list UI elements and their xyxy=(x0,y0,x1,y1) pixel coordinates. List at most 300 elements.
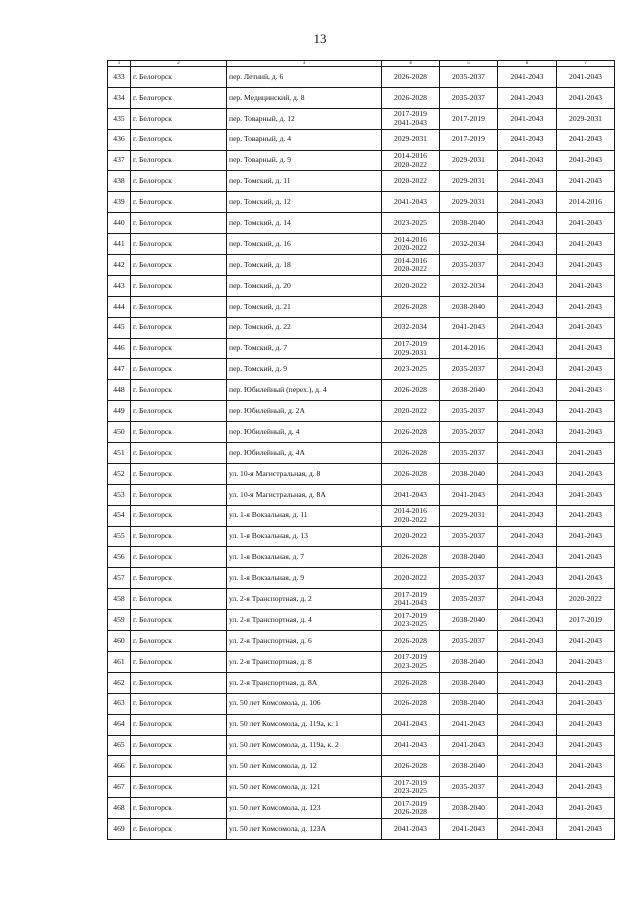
address-cell: пер. Товарный, д. 9 xyxy=(227,150,382,171)
period-col7-cell: 2041-2043 xyxy=(557,275,615,296)
period-line: 2020-2022 xyxy=(394,514,427,524)
row-number-cell: 446 xyxy=(108,338,131,359)
address-cell: ул. 2-я Транспортная, д. 6 xyxy=(227,631,382,652)
period-col4-cell: 2029-2031 xyxy=(382,129,440,150)
row-number-cell: 451 xyxy=(108,443,131,464)
period-col7-cell: 2041-2043 xyxy=(557,798,615,819)
period-col7-cell: 2041-2043 xyxy=(557,317,615,338)
city-cell: г. Белогорск xyxy=(131,777,227,798)
period-col7-cell: 2041-2043 xyxy=(557,171,615,192)
period-line: 2014-2016 xyxy=(394,234,427,244)
city-cell: г. Белогорск xyxy=(131,735,227,756)
period-line: 2020-2022 xyxy=(394,159,427,169)
period-col4-cell: 2026-2028 xyxy=(382,67,440,88)
table-row xyxy=(108,631,615,652)
period-col7-cell: 2041-2043 xyxy=(557,547,615,568)
period-col6-cell: 2041-2043 xyxy=(498,275,557,296)
city-cell: г. Белогорск xyxy=(131,651,227,672)
row-number-cell: 456 xyxy=(108,547,131,568)
period-col7-cell: 2041-2043 xyxy=(557,463,615,484)
period-col7-cell: 2041-2043 xyxy=(557,484,615,505)
period-col7-cell: 2041-2043 xyxy=(557,296,615,317)
city-cell: г. Белогорск xyxy=(131,296,227,317)
table-row xyxy=(108,422,615,443)
city-cell: г. Белогорск xyxy=(131,589,227,610)
table-row xyxy=(108,714,615,735)
period-col4-cell: 2041-2043 xyxy=(382,714,440,735)
address-cell: пер. Томский, д. 12 xyxy=(227,192,382,213)
period-col7-cell: 2041-2043 xyxy=(557,735,615,756)
row-number-cell: 441 xyxy=(108,234,131,255)
address-cell: пер. Томский, д. 7 xyxy=(227,338,382,359)
column-number: 2 xyxy=(131,61,227,67)
address-cell: пер. Томский, д. 21 xyxy=(227,296,382,317)
period-col6-cell: 2041-2043 xyxy=(498,463,557,484)
table-row xyxy=(108,171,615,192)
page-number: 13 xyxy=(313,31,327,46)
row-number-cell: 452 xyxy=(108,463,131,484)
address-cell: ул. 50 лет Комсомола, д. 106 xyxy=(227,693,382,714)
row-number-cell: 442 xyxy=(108,255,131,276)
period-col5-cell: 2017-2019 xyxy=(440,108,498,129)
period-line: 2014-2016 xyxy=(394,151,427,161)
period-col7-cell: 2014-2016 xyxy=(557,192,615,213)
table-row xyxy=(108,610,615,631)
period-line: 2041-2043 xyxy=(394,598,427,608)
city-cell: г. Белогорск xyxy=(131,443,227,464)
period-col5-cell: 2038-2040 xyxy=(440,672,498,693)
table-row xyxy=(108,359,615,380)
period-col4-cell xyxy=(382,798,440,819)
table-row xyxy=(108,693,615,714)
period-col5-cell: 2035-2037 xyxy=(440,526,498,547)
period-line: 2023-2025 xyxy=(394,786,427,796)
period-col4-cell: 2023-2025 xyxy=(382,359,440,380)
period-col4-cell xyxy=(382,589,440,610)
row-number-cell: 457 xyxy=(108,568,131,589)
period-col6-cell: 2041-2043 xyxy=(498,87,557,108)
period-col5-cell: 2041-2043 xyxy=(440,735,498,756)
address-cell: ул. 2-я Транспортная, д. 4 xyxy=(227,610,382,631)
address-cell: пер. Юбилейный, д. 4 xyxy=(227,422,382,443)
period-col6-cell: 2041-2043 xyxy=(498,672,557,693)
address-cell: пер. Томский, д. 9 xyxy=(227,359,382,380)
period-col4-cell: 2020-2022 xyxy=(382,275,440,296)
period-col6-cell: 2041-2043 xyxy=(498,317,557,338)
row-number-cell: 440 xyxy=(108,213,131,234)
row-number-cell: 445 xyxy=(108,317,131,338)
row-number-cell: 455 xyxy=(108,526,131,547)
period-col5-cell: 2035-2037 xyxy=(440,422,498,443)
table-row xyxy=(108,87,615,108)
city-cell: г. Белогорск xyxy=(131,67,227,88)
row-number-cell: 462 xyxy=(108,672,131,693)
period-col5-cell: 2041-2043 xyxy=(440,714,498,735)
period-col5-cell: 2032-2034 xyxy=(440,234,498,255)
table-row xyxy=(108,108,615,129)
city-cell: г. Белогорск xyxy=(131,693,227,714)
address-cell: ул. 1-я Вокзальная, д. 13 xyxy=(227,526,382,547)
address-cell: ул. 50 лет Комсомола, д. 123 xyxy=(227,798,382,819)
period-line: 2017-2019 xyxy=(394,339,427,349)
table-row xyxy=(108,275,615,296)
period-col7-cell: 2041-2043 xyxy=(557,150,615,171)
period-col4-cell: 2041-2043 xyxy=(382,735,440,756)
city-cell: г. Белогорск xyxy=(131,422,227,443)
city-cell: г. Белогорск xyxy=(131,505,227,526)
period-col7-cell: 2041-2043 xyxy=(557,526,615,547)
table-row xyxy=(108,234,615,255)
table-row xyxy=(108,526,615,547)
period-col4-cell: 2026-2028 xyxy=(382,672,440,693)
table-row xyxy=(108,380,615,401)
table-row xyxy=(108,338,615,359)
table-row xyxy=(108,484,615,505)
period-col6-cell: 2041-2043 xyxy=(498,401,557,422)
period-col7-cell: 2041-2043 xyxy=(557,87,615,108)
row-number-cell: 461 xyxy=(108,651,131,672)
period-col6-cell: 2041-2043 xyxy=(498,192,557,213)
period-col4-cell xyxy=(382,610,440,631)
table-row xyxy=(108,317,615,338)
city-cell: г. Белогорск xyxy=(131,213,227,234)
period-col6-cell: 2041-2043 xyxy=(498,422,557,443)
period-col4-cell: 2026-2028 xyxy=(382,693,440,714)
period-col7-cell: 2041-2043 xyxy=(557,443,615,464)
period-col6-cell: 2041-2043 xyxy=(498,484,557,505)
period-col5-cell: 2029-2031 xyxy=(440,150,498,171)
column-number: 5 xyxy=(440,61,498,67)
period-col5-cell: 2041-2043 xyxy=(440,484,498,505)
address-cell: ул. 1-я Вокзальная, д. 7 xyxy=(227,547,382,568)
period-col5-cell: 2035-2037 xyxy=(440,777,498,798)
table-row xyxy=(108,67,615,88)
period-col6-cell: 2041-2043 xyxy=(498,714,557,735)
row-number-cell: 454 xyxy=(108,505,131,526)
period-col4-cell xyxy=(382,338,440,359)
table-row xyxy=(108,589,615,610)
table-row xyxy=(108,401,615,422)
period-col6-cell: 2041-2043 xyxy=(498,171,557,192)
row-number-cell: 458 xyxy=(108,589,131,610)
period-col6-cell: 2041-2043 xyxy=(498,129,557,150)
period-col6-cell: 2041-2043 xyxy=(498,693,557,714)
table-row xyxy=(108,296,615,317)
address-cell: ул. 10-я Магистральная, д. 8А xyxy=(227,484,382,505)
period-line: 2014-2016 xyxy=(394,255,427,265)
column-number: 7 xyxy=(557,61,615,67)
period-line: 2017-2019 xyxy=(394,610,427,620)
city-cell: г. Белогорск xyxy=(131,798,227,819)
city-cell: г. Белогорск xyxy=(131,401,227,422)
city-cell: г. Белогорск xyxy=(131,568,227,589)
address-cell: пер. Товарный, д. 12 xyxy=(227,108,382,129)
period-line: 2029-2031 xyxy=(394,347,427,357)
period-col6-cell: 2041-2043 xyxy=(498,735,557,756)
city-cell: г. Белогорск xyxy=(131,359,227,380)
period-col4-cell xyxy=(382,255,440,276)
period-line: 2023-2025 xyxy=(394,660,427,670)
period-line: 2020-2022 xyxy=(394,263,427,273)
row-number-cell: 444 xyxy=(108,296,131,317)
row-number-cell: 449 xyxy=(108,401,131,422)
period-col6-cell: 2041-2043 xyxy=(498,213,557,234)
city-cell: г. Белогорск xyxy=(131,714,227,735)
row-number-cell: 459 xyxy=(108,610,131,631)
period-col6-cell: 2041-2043 xyxy=(498,547,557,568)
address-cell: ул. 50 лет Комсомола, д. 119а, к. 1 xyxy=(227,714,382,735)
period-col4-cell: 2023-2025 xyxy=(382,213,440,234)
period-col4-cell: 2026-2028 xyxy=(382,631,440,652)
period-col7-cell: 2041-2043 xyxy=(557,422,615,443)
row-number-cell: 437 xyxy=(108,150,131,171)
city-cell: г. Белогорск xyxy=(131,108,227,129)
period-line: 2023-2025 xyxy=(394,619,427,629)
period-col5-cell: 2035-2037 xyxy=(440,359,498,380)
table-row xyxy=(108,568,615,589)
period-col6-cell: 2041-2043 xyxy=(498,359,557,380)
period-col6-cell: 2041-2043 xyxy=(498,610,557,631)
row-number-cell: 438 xyxy=(108,171,131,192)
row-number-cell: 453 xyxy=(108,484,131,505)
period-col7-cell: 2017-2019 xyxy=(557,610,615,631)
period-col5-cell: 2017-2019 xyxy=(440,129,498,150)
period-col7-cell: 2041-2043 xyxy=(557,631,615,652)
period-col6-cell: 2041-2043 xyxy=(498,505,557,526)
period-col7-cell: 2029-2031 xyxy=(557,108,615,129)
city-cell: г. Белогорск xyxy=(131,672,227,693)
period-col4-cell: 2041-2043 xyxy=(382,819,440,840)
period-col7-cell: 2041-2043 xyxy=(557,213,615,234)
table-row xyxy=(108,756,615,777)
period-col7-cell: 2041-2043 xyxy=(557,756,615,777)
period-col6-cell: 2041-2043 xyxy=(498,150,557,171)
period-col7-cell: 2041-2043 xyxy=(557,819,615,840)
period-col6-cell: 2041-2043 xyxy=(498,255,557,276)
city-cell: г. Белогорск xyxy=(131,317,227,338)
period-col6-cell: 2041-2043 xyxy=(498,798,557,819)
row-number-cell: 463 xyxy=(108,693,131,714)
period-col4-cell: 2026-2028 xyxy=(382,463,440,484)
row-number-cell: 467 xyxy=(108,777,131,798)
city-cell: г. Белогорск xyxy=(131,150,227,171)
table-row xyxy=(108,443,615,464)
row-number-cell: 464 xyxy=(108,714,131,735)
city-cell: г. Белогорск xyxy=(131,171,227,192)
table-row xyxy=(108,777,615,798)
period-col7-cell: 2041-2043 xyxy=(557,401,615,422)
period-col5-cell: 2035-2037 xyxy=(440,589,498,610)
period-col4-cell: 2026-2028 xyxy=(382,443,440,464)
period-col4-cell: 2026-2028 xyxy=(382,547,440,568)
address-cell: пер. Томский, д. 14 xyxy=(227,213,382,234)
address-cell: пер. Юбилейный, д. 4А xyxy=(227,443,382,464)
address-cell: ул. 2-я Транспортная, д. 2 xyxy=(227,589,382,610)
period-col6-cell: 2041-2043 xyxy=(498,631,557,652)
address-cell: ул. 2-я Транспортная, д. 8 xyxy=(227,651,382,672)
period-col6-cell: 2041-2043 xyxy=(498,296,557,317)
table-row xyxy=(108,255,615,276)
period-col4-cell: 2041-2043 xyxy=(382,484,440,505)
table-row xyxy=(108,150,615,171)
period-col7-cell: 2041-2043 xyxy=(557,380,615,401)
city-cell: г. Белогорск xyxy=(131,631,227,652)
period-line: 2041-2043 xyxy=(394,117,427,127)
address-cell: пер. Юбилейный, д. 2А xyxy=(227,401,382,422)
period-col5-cell: 2038-2040 xyxy=(440,547,498,568)
period-col6-cell: 2041-2043 xyxy=(498,338,557,359)
period-line: 2017-2019 xyxy=(394,652,427,662)
period-col4-cell: 2020-2022 xyxy=(382,526,440,547)
period-col5-cell: 2038-2040 xyxy=(440,380,498,401)
address-cell: пер. Медицинский, д. 8 xyxy=(227,87,382,108)
city-cell: г. Белогорск xyxy=(131,526,227,547)
period-col5-cell: 2038-2040 xyxy=(440,610,498,631)
period-col7-cell: 2041-2043 xyxy=(557,568,615,589)
period-col6-cell: 2041-2043 xyxy=(498,443,557,464)
table-row xyxy=(108,505,615,526)
table-row xyxy=(108,819,615,840)
period-col6-cell: 2041-2043 xyxy=(498,234,557,255)
period-col5-cell: 2032-2034 xyxy=(440,275,498,296)
city-cell: г. Белогорск xyxy=(131,547,227,568)
period-col4-cell: 2032-2034 xyxy=(382,317,440,338)
period-col5-cell: 2035-2037 xyxy=(440,67,498,88)
period-col7-cell: 2041-2043 xyxy=(557,651,615,672)
period-col5-cell: 2038-2040 xyxy=(440,756,498,777)
city-cell: г. Белогорск xyxy=(131,463,227,484)
row-number-cell: 436 xyxy=(108,129,131,150)
column-number: 1 xyxy=(108,61,131,67)
period-col4-cell: 2020-2022 xyxy=(382,171,440,192)
period-col6-cell: 2041-2043 xyxy=(498,108,557,129)
period-col5-cell: 2035-2037 xyxy=(440,87,498,108)
period-col4-cell: 2026-2028 xyxy=(382,87,440,108)
row-number-cell: 443 xyxy=(108,275,131,296)
column-number: 6 xyxy=(498,61,557,67)
table-row xyxy=(108,735,615,756)
period-col4-cell xyxy=(382,234,440,255)
address-cell: пер. Томский, д. 22 xyxy=(227,317,382,338)
table-row xyxy=(108,651,615,672)
address-cell: ул. 50 лет Комсомола, д. 12 xyxy=(227,756,382,777)
period-col7-cell: 2041-2043 xyxy=(557,255,615,276)
housing-register-table xyxy=(107,60,615,840)
address-cell: ул. 2-я Транспортная, д. 8А xyxy=(227,672,382,693)
period-col6-cell: 2041-2043 xyxy=(498,651,557,672)
period-col5-cell: 2041-2043 xyxy=(440,317,498,338)
address-cell: ул. 1-я Вокзальная, д. 9 xyxy=(227,568,382,589)
period-col5-cell: 2038-2040 xyxy=(440,296,498,317)
address-cell: пер. Томский, д. 11 xyxy=(227,171,382,192)
period-col5-cell: 2029-2031 xyxy=(440,192,498,213)
period-col4-cell xyxy=(382,505,440,526)
city-cell: г. Белогорск xyxy=(131,87,227,108)
period-line: 2017-2019 xyxy=(394,109,427,119)
period-col4-cell xyxy=(382,150,440,171)
city-cell: г. Белогорск xyxy=(131,275,227,296)
period-col7-cell: 2041-2043 xyxy=(557,234,615,255)
period-col5-cell: 2038-2040 xyxy=(440,693,498,714)
period-col4-cell xyxy=(382,777,440,798)
table-row xyxy=(108,798,615,819)
period-col4-cell: 2026-2028 xyxy=(382,756,440,777)
address-cell: пер. Томский, д. 16 xyxy=(227,234,382,255)
period-col5-cell: 2038-2040 xyxy=(440,651,498,672)
table-row xyxy=(108,547,615,568)
period-col5-cell: 2041-2043 xyxy=(440,819,498,840)
city-cell: г. Белогорск xyxy=(131,380,227,401)
period-line: 2014-2016 xyxy=(394,506,427,516)
period-col5-cell: 2035-2037 xyxy=(440,401,498,422)
period-col7-cell: 2041-2043 xyxy=(557,505,615,526)
row-number-cell: 469 xyxy=(108,819,131,840)
city-cell: г. Белогорск xyxy=(131,255,227,276)
city-cell: г. Белогорск xyxy=(131,338,227,359)
row-number-cell: 433 xyxy=(108,67,131,88)
row-number-cell: 465 xyxy=(108,735,131,756)
city-cell: г. Белогорск xyxy=(131,234,227,255)
period-line: 2017-2019 xyxy=(394,777,427,787)
row-number-cell: 435 xyxy=(108,108,131,129)
table-row xyxy=(108,213,615,234)
row-number-cell: 450 xyxy=(108,422,131,443)
period-col6-cell: 2041-2043 xyxy=(498,380,557,401)
period-col5-cell: 2014-2016 xyxy=(440,338,498,359)
row-number-cell: 448 xyxy=(108,380,131,401)
city-cell: г. Белогорск xyxy=(131,129,227,150)
row-number-cell: 434 xyxy=(108,87,131,108)
address-cell: пер. Летний, д. 6 xyxy=(227,67,382,88)
period-col7-cell: 2041-2043 xyxy=(557,359,615,380)
address-cell: ул. 50 лет Комсомола, д. 123А xyxy=(227,819,382,840)
period-col7-cell: 2041-2043 xyxy=(557,338,615,359)
row-number-cell: 460 xyxy=(108,631,131,652)
period-col4-cell: 2041-2043 xyxy=(382,192,440,213)
period-col5-cell: 2029-2031 xyxy=(440,171,498,192)
address-cell: ул. 10-я Магистральная, д. 8 xyxy=(227,463,382,484)
period-col7-cell: 2041-2043 xyxy=(557,672,615,693)
row-number-cell: 439 xyxy=(108,192,131,213)
period-line: 2017-2019 xyxy=(394,589,427,599)
address-cell: пер. Томский, д. 20 xyxy=(227,275,382,296)
period-col7-cell: 2041-2043 xyxy=(557,129,615,150)
address-cell: ул. 1-я Вокзальная, д. 11 xyxy=(227,505,382,526)
period-col7-cell: 2041-2043 xyxy=(557,693,615,714)
period-col4-cell: 2026-2028 xyxy=(382,296,440,317)
period-col5-cell: 2035-2037 xyxy=(440,568,498,589)
address-cell: ул. 50 лет Комсомола, д. 119а, к. 2 xyxy=(227,735,382,756)
period-col6-cell: 2041-2043 xyxy=(498,756,557,777)
period-col5-cell: 2035-2037 xyxy=(440,255,498,276)
period-col7-cell: 2041-2043 xyxy=(557,777,615,798)
address-cell: пер. Юбилейный (перех.), д. 4 xyxy=(227,380,382,401)
period-col7-cell: 2020-2022 xyxy=(557,589,615,610)
column-number: 3 xyxy=(227,61,382,67)
period-col6-cell: 2041-2043 xyxy=(498,819,557,840)
address-cell: ул. 50 лет Комсомола, д. 121 xyxy=(227,777,382,798)
period-col7-cell: 2041-2043 xyxy=(557,67,615,88)
period-col6-cell: 2041-2043 xyxy=(498,777,557,798)
period-col5-cell: 2038-2040 xyxy=(440,798,498,819)
address-cell: пер. Товарный, д. 4 xyxy=(227,129,382,150)
period-col4-cell xyxy=(382,651,440,672)
table-row xyxy=(108,672,615,693)
table-row xyxy=(108,463,615,484)
period-col6-cell: 2041-2043 xyxy=(498,67,557,88)
period-col5-cell: 2035-2037 xyxy=(440,443,498,464)
period-col4-cell: 2026-2028 xyxy=(382,380,440,401)
